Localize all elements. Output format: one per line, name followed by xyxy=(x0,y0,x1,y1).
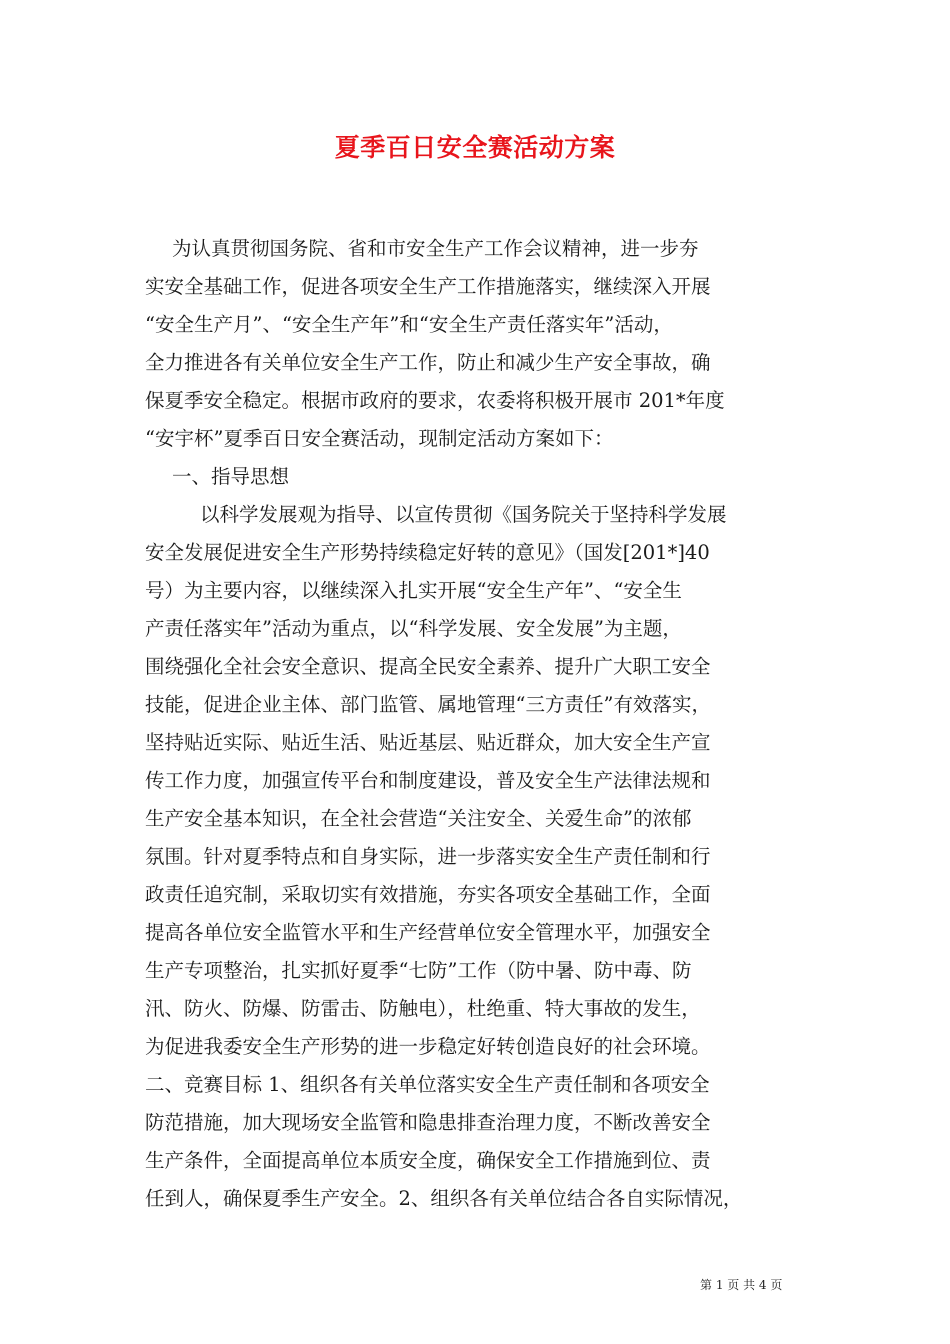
body-line: 为促进我委安全生产形势的进一步稳定好转创造良好的社会环境。 xyxy=(145,1035,711,1058)
body-line: 氛围。针对夏季特点和自身实际，进一步落实安全生产责任制和行 xyxy=(145,845,711,868)
body-line: 政责任追究制，采取切实有效措施，夯实各项安全基础工作，全面 xyxy=(145,883,711,906)
body-line: 生产条件，全面提高单位本质安全度，确保安全工作措施到位、责 xyxy=(145,1149,711,1172)
body-line: 号）为主要内容，以继续深入扎实开展“安全生产年”、“安全生 xyxy=(145,579,682,602)
body-line: 生产专项整治，扎实抓好夏季“七防”工作（防中暑、防中毒、防 xyxy=(145,959,692,982)
body-line: 以科学发展观为指导、以宣传贯彻《国务院关于坚持科学发展 xyxy=(200,503,727,526)
section-heading: 一、指导思想 xyxy=(172,465,290,488)
body-line: 提高各单位安全监管水平和生产经营单位安全管理水平，加强安全 xyxy=(145,921,711,944)
body-line: 实安全基础工作，促进各项安全生产工作措施落实，继续深入开展 xyxy=(145,275,711,298)
body-line: 汛、防火、防爆、防雷击、防触电），杜绝重、特大事故的发生， xyxy=(145,997,701,1020)
body-line: 坚持贴近实际、贴近生活、贴近基层、贴近群众，加大安全生产宣 xyxy=(145,731,711,754)
body-line: 围绕强化全社会安全意识、提高全民安全素养、提升广大职工安全 xyxy=(145,655,711,678)
body-line: 技能，促进企业主体、部门监管、属地管理“三方责任”有效落实， xyxy=(145,693,711,716)
page-title: 夏季百日安全赛活动方案 xyxy=(334,133,616,162)
body-line: 产责任落实年”活动为重点，以“科学发展、安全发展”为主题， xyxy=(145,617,682,640)
body-line: 安全发展促进安全生产形势持续稳定好转的意见》（国发[201*]40 xyxy=(145,541,710,564)
body-line: 为认真贯彻国务院、省和市安全生产工作会议精神，进一步夯 xyxy=(172,237,699,260)
body-line: “安全生产月”、“安全生产年”和“安全生产责任落实年”活动， xyxy=(145,313,673,336)
body-line: 任到人，确保夏季生产安全。2、组织各有关单位结合各自实际情况， xyxy=(145,1187,743,1210)
body-line: 全力推进各有关单位安全生产工作，防止和减少生产安全事故，确 xyxy=(145,351,711,374)
page-number: 第 1 页 共 4 页 xyxy=(700,1278,783,1292)
body-line: “安宇杯”夏季百日安全赛活动，现制定活动方案如下： xyxy=(145,427,614,450)
body-line: 二、竞赛目标 1、组织各有关单位落实安全生产责任制和各项安全 xyxy=(145,1073,710,1096)
body-line: 传工作力度，加强宣传平台和制度建设，普及安全生产法律法规和 xyxy=(145,769,711,792)
body-line: 保夏季安全稳定。根据市政府的要求，农委将积极开展市 201*年度 xyxy=(145,389,725,412)
body-line: 生产安全基本知识，在全社会营造“关注安全、关爱生命”的浓郁 xyxy=(145,807,692,830)
body-line: 防范措施，加大现场安全监管和隐患排查治理力度，不断改善安全 xyxy=(145,1111,711,1134)
